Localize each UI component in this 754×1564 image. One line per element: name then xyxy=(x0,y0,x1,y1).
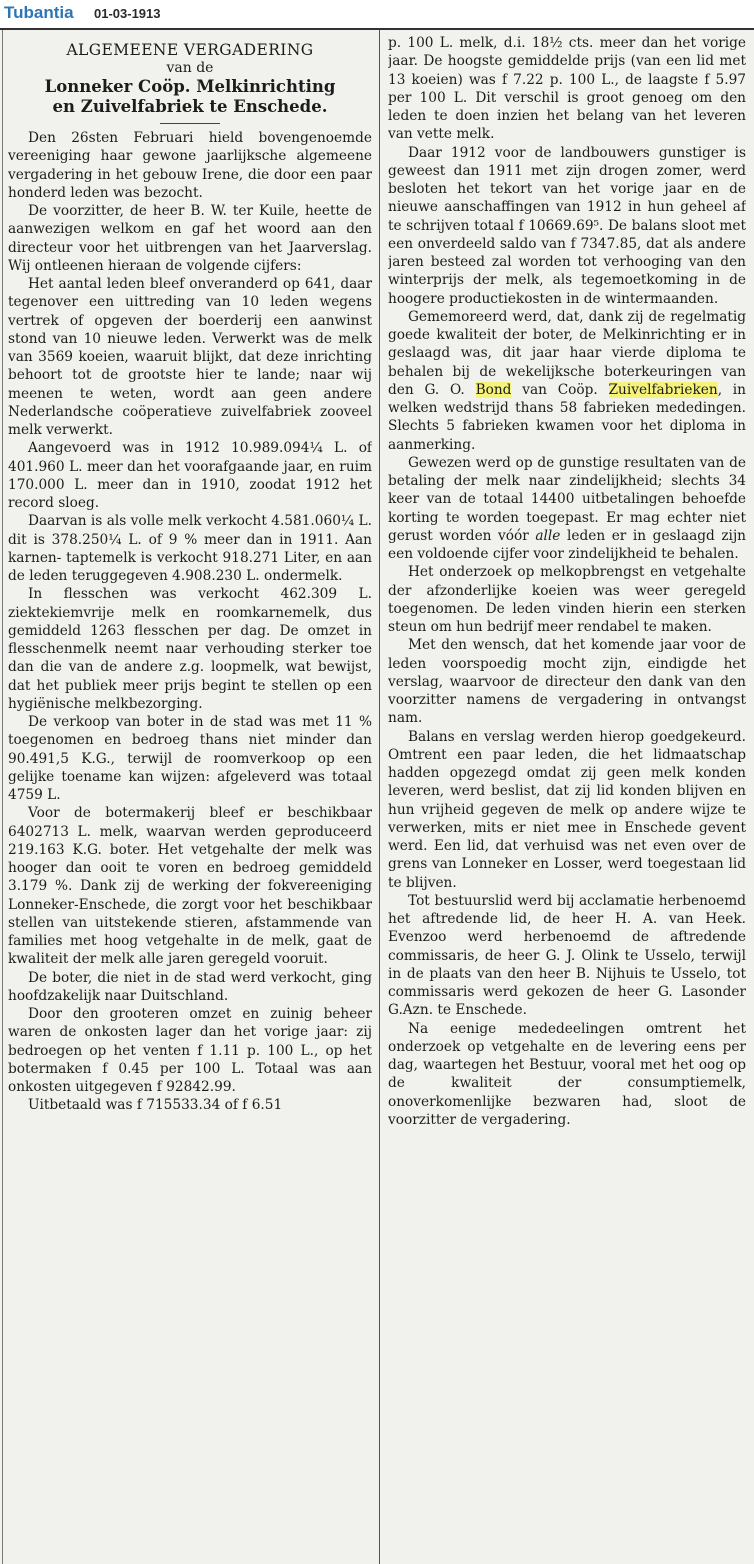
paragraph: Door den grooteren omzet en zuinig beheer waren de onkosten lager dan het vorige jaar: zij bedroegen op het venten f 1.11 p. 100 L., op het botermaken f 0.45 per 100 L. Totaal was aan onkosten uitgegeven f 92842.99. xyxy=(8,1006,372,1095)
search-highlight: Bond xyxy=(475,381,512,398)
text-run: Gememoreerd werd, dat, dank zij de regelmatig goede kwaliteit der boter, de Melkinrichting er in geslaagd was, dit jaar haar vierde diploma te behalen bij de wekelijksche boterkeuringen van den G. O. xyxy=(388,308,746,398)
paragraph xyxy=(388,454,746,564)
heading-divider xyxy=(160,123,220,124)
newspaper-name: Tubantia xyxy=(4,3,74,22)
left-column xyxy=(8,34,372,1559)
paragraph: Aangevoerd was in 1912 10.989.094¼ L. of 401.960 L. meer dan het voorafgaande jaar, en ruim 170.000 L. meer dan in 1910, zoodat 1912 het record sloeg. xyxy=(8,440,372,511)
paragraph: Daarvan is als volle melk verkocht 4.581.060¼ L. dit is 378.250¼ L. of 9 % meer dan in 1911. Aan karnen- taptemelk is verkocht 918.271 Liter, en aan de leden teruggegeven 4.908.230 L. ondermelk. xyxy=(8,513,372,584)
left-border xyxy=(2,30,3,1564)
column-divider xyxy=(379,30,380,1564)
paragraph: Het onderzoek op melkopbrengst en vetgehalte der afzonderlijke koeien was weer geregeld toegenomen. De leden vinden hierin een sterken steun om hun bedrijf meer rendabel te maken. xyxy=(388,564,746,635)
clipping-header xyxy=(0,0,754,28)
paragraph: Tot bestuurslid werd bij acclamatie herbenoemd het aftredende lid, de heer H. A. van Heek. Evenzoo werd herbenoemd de aftredende commissaris, de heer G. J. Olink te Usselo, terwijl in de plaats van den heer B. Nijhuis te Usselo, tot commissaris werd gekozen de heer G. Lasonder G.Azn. te Enschede. xyxy=(388,892,746,1019)
paragraph: Daar 1912 voor de landbouwers gunstiger is geweest dan 1911 met zijn drogen zomer, werd besloten het tekort van het vorige jaar en de nieuwe aanschaffingen van 1912 in hun geheel af te schrijven totaal f 10669.69⁵. De balans sloot met een onverdeeld saldo van f 7347.85, dat als andere jaren besteed zal worden tot verhooging van den winterprijs der melk, als tegemoetkoming in de hoogere productiekosten in de wintermaanden. xyxy=(388,144,746,307)
paragraph: In flesschen was verkocht 462.309 L. ziektekiemvrije melk en roomkarnemelk, dus gemiddeld 1263 flesschen per dag. De omzet in flesschenmelk neemt naar verhouding sterker toe dan die van de andere z.g. loopmelk, wat bewijst, dat het publiek meer prijs begint te stellen op een hygiënische melkbezorging. xyxy=(8,586,372,712)
paragraph: Na eenige mededeelingen omtrent het onderzoek op vetgehalte en de levering eens per dag, waartegen het Bestuur, vooral met het oog op de kwaliteit der consumptiemelk, onoverkomenlijke bezwaren had, sloot de voorzitter de vergadering. xyxy=(388,1020,746,1128)
paragraph: Het aantal leden bleef onveranderd op 641, daar tegenover een uittreding van 10 leden wegens vertrek of opgeven der boerderij een aanwinst stond van 10 nieuwe leden. Verwerkt was de melk van 3569 koeien, waaruit blijkt, dat deze inrichting behoort tot de grootste hier te lande; naar wij meenen te weten, wordt aan geen andere Nederlandsche coöperatieve zuivelfabriek zooveel melk verwerkt. xyxy=(8,276,372,438)
right-column xyxy=(388,34,746,1559)
paragraph-highlighted xyxy=(388,308,746,454)
text-run: , in welken wedstrijd thans 58 fabrieken mededingen. Slechts 5 fabrieken kwamen voor het diploma in aanmerking. xyxy=(388,381,746,453)
text-run: leden er in geslaagd zijn een voldoende cijfer voor zindelijkheid te behalen. xyxy=(388,527,746,562)
paragraph-continued: p. 100 L. melk, d.i. 18½ cts. meer dan het vorige jaar. De hoogste gemiddelde prijs (van een lid met 13 koeien) was f 7.22 p. 100 L., de laagste f 5.97 per 100 L. Dit verschil is groot genoeg om den leden te doen inzien het belang van het leveren van vette melk. xyxy=(388,35,746,143)
text-run: Gewezen werd op de gunstige resultaten van de betaling der melk naar zindelijkheid; slechts 34 keer van de totaal 14400 uitbetalingen behoefde korting te worden toegepast. Er mag echter niet gerust worden vóór xyxy=(388,454,746,544)
organization-name-line2: en Zuivelfabriek te Enschede. xyxy=(52,97,328,116)
paragraph: Met den wensch, dat het komende jaar voor de leden voorspoedig mocht zijn, eindigde het verslag, waarvoor de directeur den dank van den voorzitter namens de vergadering in ontvangst nam. xyxy=(388,637,746,727)
paragraph: De voorzitter, de heer B. W. ter Kuile, heette de aanwezigen welkom en gaf het woord aan den directeur voor het uitbrengen van het Jaarverslag. Wij ontleenen hieraan de volgende cijfers: xyxy=(8,203,372,274)
article-subheading: van de xyxy=(166,60,214,76)
paragraph: Den 26sten Februari hield bovengenoemde vereeniging haar gewone jaarlijksche algemeene vergadering in het gebouw Irene, die door een paar honderd leden was bezocht. xyxy=(8,130,372,201)
text-run: van Coöp. xyxy=(511,381,609,398)
paragraph: Uitbetaald was f 715533.34 of f 6.51 xyxy=(28,1097,283,1114)
paragraph: De boter, die niet in de stad werd verkocht, ging hoofdzakelijk naar Duitschland. xyxy=(8,969,372,1004)
paragraph: Voor de botermakerij bleef er beschikbaar 6402713 L. melk, waarvan werden geproduceerd 219.163 K.G. boter. Het vetgehalte der melk was hooger dan ooit te voren en bedroeg gemiddeld 3.179 %. Dank zij de werking der fokvereeniging Lonneker-Enschede, die zorgt voor het beschikbaar stellen van uitstekende stieren, afstammende van families met hoog vetgehalte in de melk, gaat de kwaliteit der melk alle jaren geregeld vooruit. xyxy=(8,805,372,968)
search-highlight: Zuivelfabrieken xyxy=(608,381,718,398)
publication-date: 01-03-1913 xyxy=(94,6,161,21)
paragraph: De verkoop van boter in de stad was met 11 % toegenomen en bedroeg thans niet minder dan 90.491,5 K.G., terwijl de roomverkoop op een gelijke toename kan wijzen: afgeleverd was totaal 4759 L. xyxy=(8,714,372,803)
paragraph: Balans en verslag werden hierop goedgekeurd. Omtrent een paar leden, die het lidmaatschap hadden opgezegd omdat zij geen melk konden leveren, werd beslist, dat zij lid konden blijven en hun vrijheid gegeven de melk op andere wijze te verwerken, mits er niet mee in Enschede gevent werd. Een lid, dat verhuisd was net even over de grens van Lonneker en Losser, werd toegestaan lid te blijven. xyxy=(388,728,746,891)
emphasis: alle xyxy=(535,527,561,544)
organization-name-line1: Lonneker Coöp. Melkinrichting xyxy=(44,77,336,96)
newspaper-clipping xyxy=(0,28,754,1564)
article-heading: ALGEMEENE VERGADERING xyxy=(66,41,314,59)
